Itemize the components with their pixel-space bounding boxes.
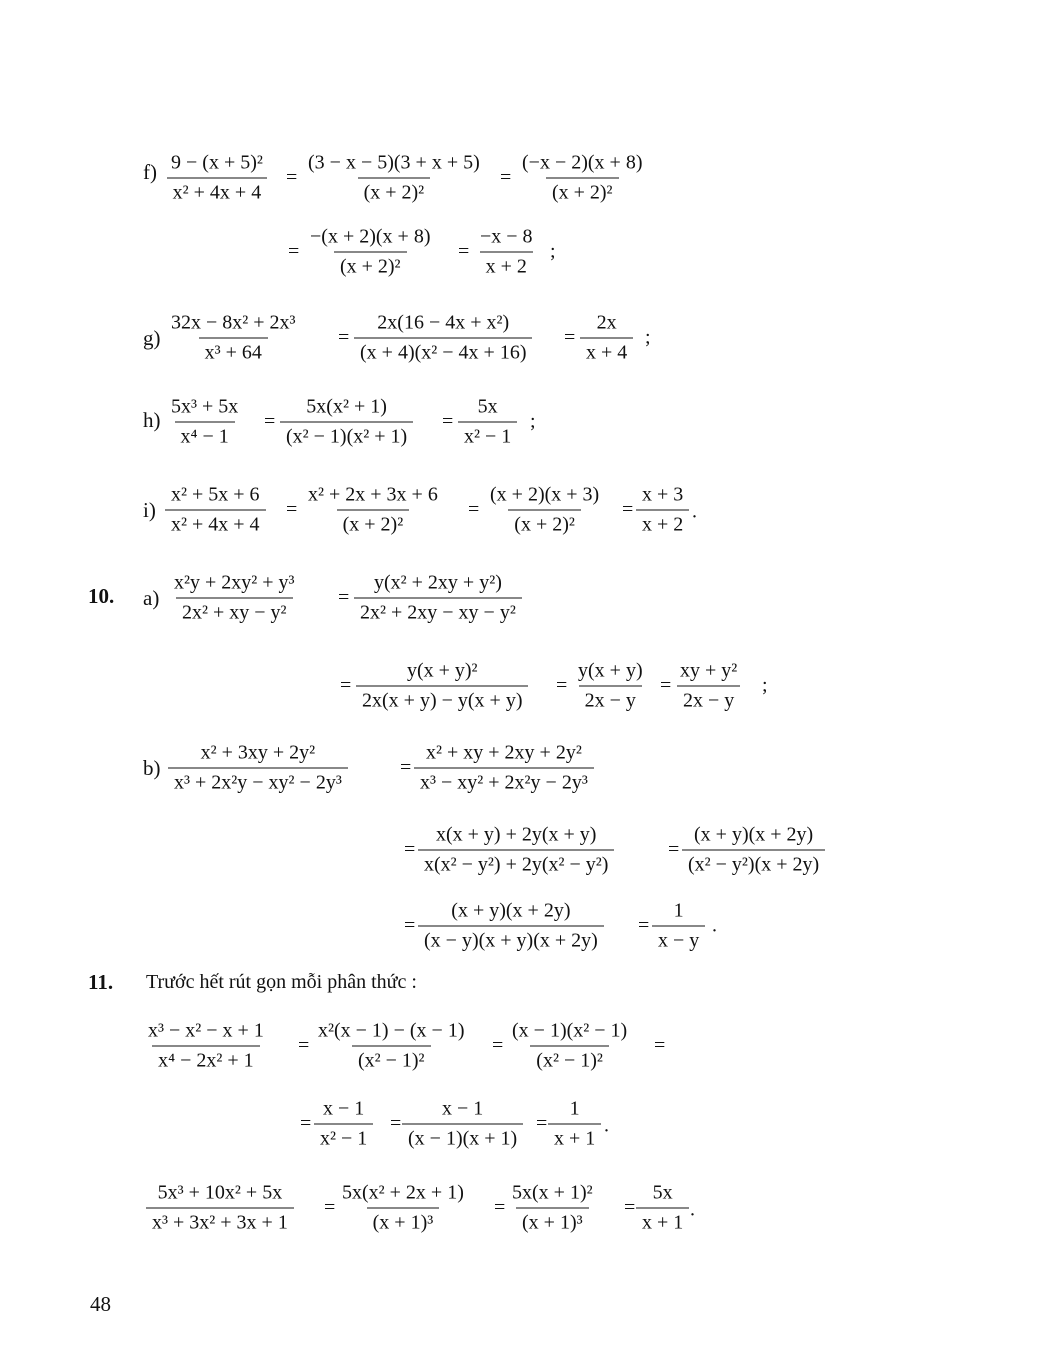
denominator: (x + 4)(x² − 4x + 16) — [354, 338, 532, 365]
equals-sign: = — [458, 240, 470, 263]
numerator: y(x + y) — [578, 659, 643, 682]
numerator: x³ − x² − x + 1 — [148, 1019, 264, 1042]
numerator: y(x² + 2xy + y²) — [373, 571, 502, 594]
equals-sign: = — [404, 838, 416, 861]
equals-sign: = — [654, 1034, 666, 1057]
equals-sign: = — [338, 326, 350, 349]
numerator: 5x(x² + 1) — [306, 395, 387, 418]
equals-sign: = — [468, 498, 480, 521]
denominator: (x + 2)² — [334, 252, 407, 279]
numerator: x + 3 — [642, 483, 684, 506]
equals-sign: = — [668, 838, 680, 861]
numerator: x²y + 2xy² + y³ — [174, 571, 295, 594]
fraction — [652, 900, 705, 953]
equals-sign: = — [442, 410, 454, 433]
equals-sign: = — [564, 326, 576, 349]
denominator: (x + 2)² — [337, 510, 410, 537]
fraction — [516, 152, 648, 205]
numerator: x²(x − 1) − (x − 1) — [318, 1019, 465, 1042]
item-label-h: h) — [143, 408, 161, 432]
fraction — [484, 484, 605, 537]
numerator: 5x — [652, 1181, 673, 1204]
numerator: (x + 2)(x + 3) — [490, 483, 600, 506]
denominator: x³ + 3x² + 3x + 1 — [146, 1208, 294, 1235]
equals-sign: = — [264, 410, 276, 433]
denominator: x + 4 — [580, 338, 633, 365]
fraction — [336, 1182, 470, 1235]
fraction — [682, 824, 825, 877]
item-label-g: g) — [143, 326, 161, 350]
fraction — [314, 1098, 373, 1151]
fraction — [302, 484, 444, 537]
equals-sign: = — [500, 166, 512, 189]
denominator: x + 1 — [548, 1124, 601, 1151]
denominator: 2x² + xy − y² — [176, 598, 293, 625]
equals-sign: = — [390, 1112, 402, 1135]
denominator: x(x² − y²) + 2y(x² − y²) — [418, 850, 614, 877]
fraction — [474, 226, 539, 279]
fraction — [548, 1098, 601, 1151]
fraction — [354, 572, 522, 625]
fraction — [354, 312, 532, 365]
denominator: (x + 1)³ — [516, 1208, 589, 1235]
item-label-a: a) — [143, 586, 160, 610]
denominator: x³ − xy² + 2x²y − 2y³ — [414, 768, 594, 795]
denominator: x² − 1 — [458, 422, 517, 449]
numerator: (3 − x − 5)(3 + x + 5) — [308, 151, 480, 174]
denominator: x² − 1 — [314, 1124, 373, 1151]
end-punctuation: . — [604, 1114, 609, 1137]
fraction — [146, 1182, 294, 1235]
item-label-f: f) — [143, 160, 157, 184]
numerator: 5x(x² + 2x + 1) — [342, 1181, 464, 1204]
fraction — [506, 1020, 633, 1073]
denominator: x⁴ − 2x² + 1 — [152, 1046, 260, 1073]
denominator: (x + 2)² — [546, 178, 619, 205]
denominator: (x² − 1)² — [352, 1046, 431, 1073]
numerator: 1 — [673, 899, 684, 922]
fraction — [414, 742, 594, 795]
fraction — [418, 824, 614, 877]
exercise-number-10: 10. — [88, 584, 115, 608]
fraction — [572, 660, 649, 713]
equals-sign: = — [340, 674, 352, 697]
fraction — [165, 312, 302, 365]
fraction — [636, 484, 689, 537]
equals-sign: = — [404, 914, 416, 937]
intro-text: Trước hết rút gọn mỗi phân thức : — [146, 971, 417, 993]
denominator: (x² − 1)(x² + 1) — [280, 422, 413, 449]
end-punctuation: . — [690, 1198, 695, 1221]
equals-sign: = — [286, 498, 298, 521]
numerator: 9 − (x + 5)² — [171, 151, 263, 174]
fraction — [142, 1020, 270, 1073]
denominator: (x + 1)³ — [367, 1208, 440, 1235]
numerator: 32x − 8x² + 2x³ — [171, 311, 296, 334]
equals-sign: = — [494, 1196, 506, 1219]
denominator: x + 2 — [480, 252, 533, 279]
equals-sign: = — [298, 1034, 310, 1057]
equals-sign: = — [492, 1034, 504, 1057]
equals-sign: = — [300, 1112, 312, 1135]
numerator: 2x(16 − 4x + x²) — [377, 311, 510, 334]
end-punctuation: ; — [550, 240, 556, 263]
numerator: x² + 2x + 3x + 6 — [308, 483, 438, 506]
denominator: x⁴ − 1 — [175, 422, 235, 449]
equals-sign: = — [556, 674, 568, 697]
equals-sign: = — [624, 1196, 636, 1219]
denominator: 2x − y — [579, 686, 642, 713]
equals-sign: = — [536, 1112, 548, 1135]
denominator: (x − y)(x + y)(x + 2y) — [418, 926, 604, 953]
fraction — [165, 152, 269, 205]
numerator: 5x³ + 5x — [171, 395, 239, 418]
fraction — [168, 742, 348, 795]
fraction — [280, 396, 413, 449]
item-label-b: b) — [143, 756, 161, 780]
numerator: 2x — [596, 311, 617, 334]
equals-sign: = — [638, 914, 650, 937]
numerator: −x − 8 — [480, 225, 533, 248]
numerator: x² + 3xy + 2y² — [200, 741, 316, 764]
end-punctuation: . — [712, 914, 717, 937]
denominator: x + 1 — [636, 1208, 689, 1235]
denominator: x³ + 2x²y − xy² − 2y³ — [168, 768, 348, 795]
denominator: x³ + 64 — [199, 338, 268, 365]
numerator: y(x + y)² — [406, 659, 478, 682]
equals-sign: = — [338, 586, 350, 609]
end-punctuation: ; — [645, 326, 651, 349]
denominator: x² + 4x + 4 — [167, 178, 268, 205]
fraction — [458, 396, 517, 449]
page-number: 48 — [90, 1292, 111, 1316]
fraction — [165, 484, 266, 537]
numerator: x − 1 — [441, 1097, 484, 1120]
denominator: (x² − y²)(x + 2y) — [682, 850, 825, 877]
equals-sign: = — [400, 756, 412, 779]
numerator: 5x(x + 1)² — [512, 1181, 593, 1204]
fraction — [356, 660, 528, 713]
fraction — [168, 572, 301, 625]
denominator: (x + 2)² — [508, 510, 581, 537]
denominator: 2x − y — [677, 686, 740, 713]
fraction — [402, 1098, 523, 1151]
numerator: x² + 5x + 6 — [171, 483, 260, 506]
denominator: x + 2 — [636, 510, 689, 537]
fraction — [302, 152, 486, 205]
equals-sign: = — [660, 674, 672, 697]
denominator: (x − 1)(x + 1) — [402, 1124, 523, 1151]
denominator: (x + 2)² — [358, 178, 431, 205]
end-punctuation: ; — [762, 674, 768, 697]
fraction — [312, 1020, 470, 1073]
numerator: (x + y)(x + 2y) — [451, 899, 571, 922]
fraction — [165, 396, 244, 449]
fraction — [506, 1182, 599, 1235]
fraction — [580, 312, 633, 365]
numerator: x − 1 — [323, 1097, 365, 1120]
numerator: −(x + 2)(x + 8) — [310, 225, 431, 248]
denominator: x² + 4x + 4 — [165, 510, 266, 537]
exercise-number-11: 11. — [88, 970, 114, 994]
fraction — [674, 660, 743, 713]
numerator: (−x − 2)(x + 8) — [522, 151, 643, 174]
end-punctuation: ; — [530, 410, 536, 433]
numerator: (x − 1)(x² − 1) — [512, 1019, 628, 1042]
fraction — [636, 1182, 689, 1235]
numerator: 5x³ + 10x² + 5x — [157, 1181, 283, 1204]
numerator: xy + y² — [680, 659, 738, 682]
numerator: (x + y)(x + 2y) — [694, 823, 814, 846]
equals-sign: = — [288, 240, 300, 263]
numerator: 5x — [477, 395, 498, 418]
numerator: x² + xy + 2xy + 2y² — [425, 741, 582, 764]
numerator: x(x + y) + 2y(x + y) — [435, 823, 597, 846]
denominator: 2x² + 2xy − xy − y² — [354, 598, 522, 625]
end-punctuation: . — [692, 500, 697, 523]
fraction — [304, 226, 436, 279]
denominator: x − y — [652, 926, 705, 953]
equals-sign: = — [622, 498, 634, 521]
equals-sign: = — [324, 1196, 336, 1219]
item-label-i: i) — [143, 498, 156, 522]
fraction — [418, 900, 604, 953]
denominator: (x² − 1)² — [530, 1046, 609, 1073]
numerator: 1 — [569, 1097, 580, 1120]
denominator: 2x(x + y) − y(x + y) — [356, 686, 528, 713]
equals-sign: = — [286, 166, 298, 189]
